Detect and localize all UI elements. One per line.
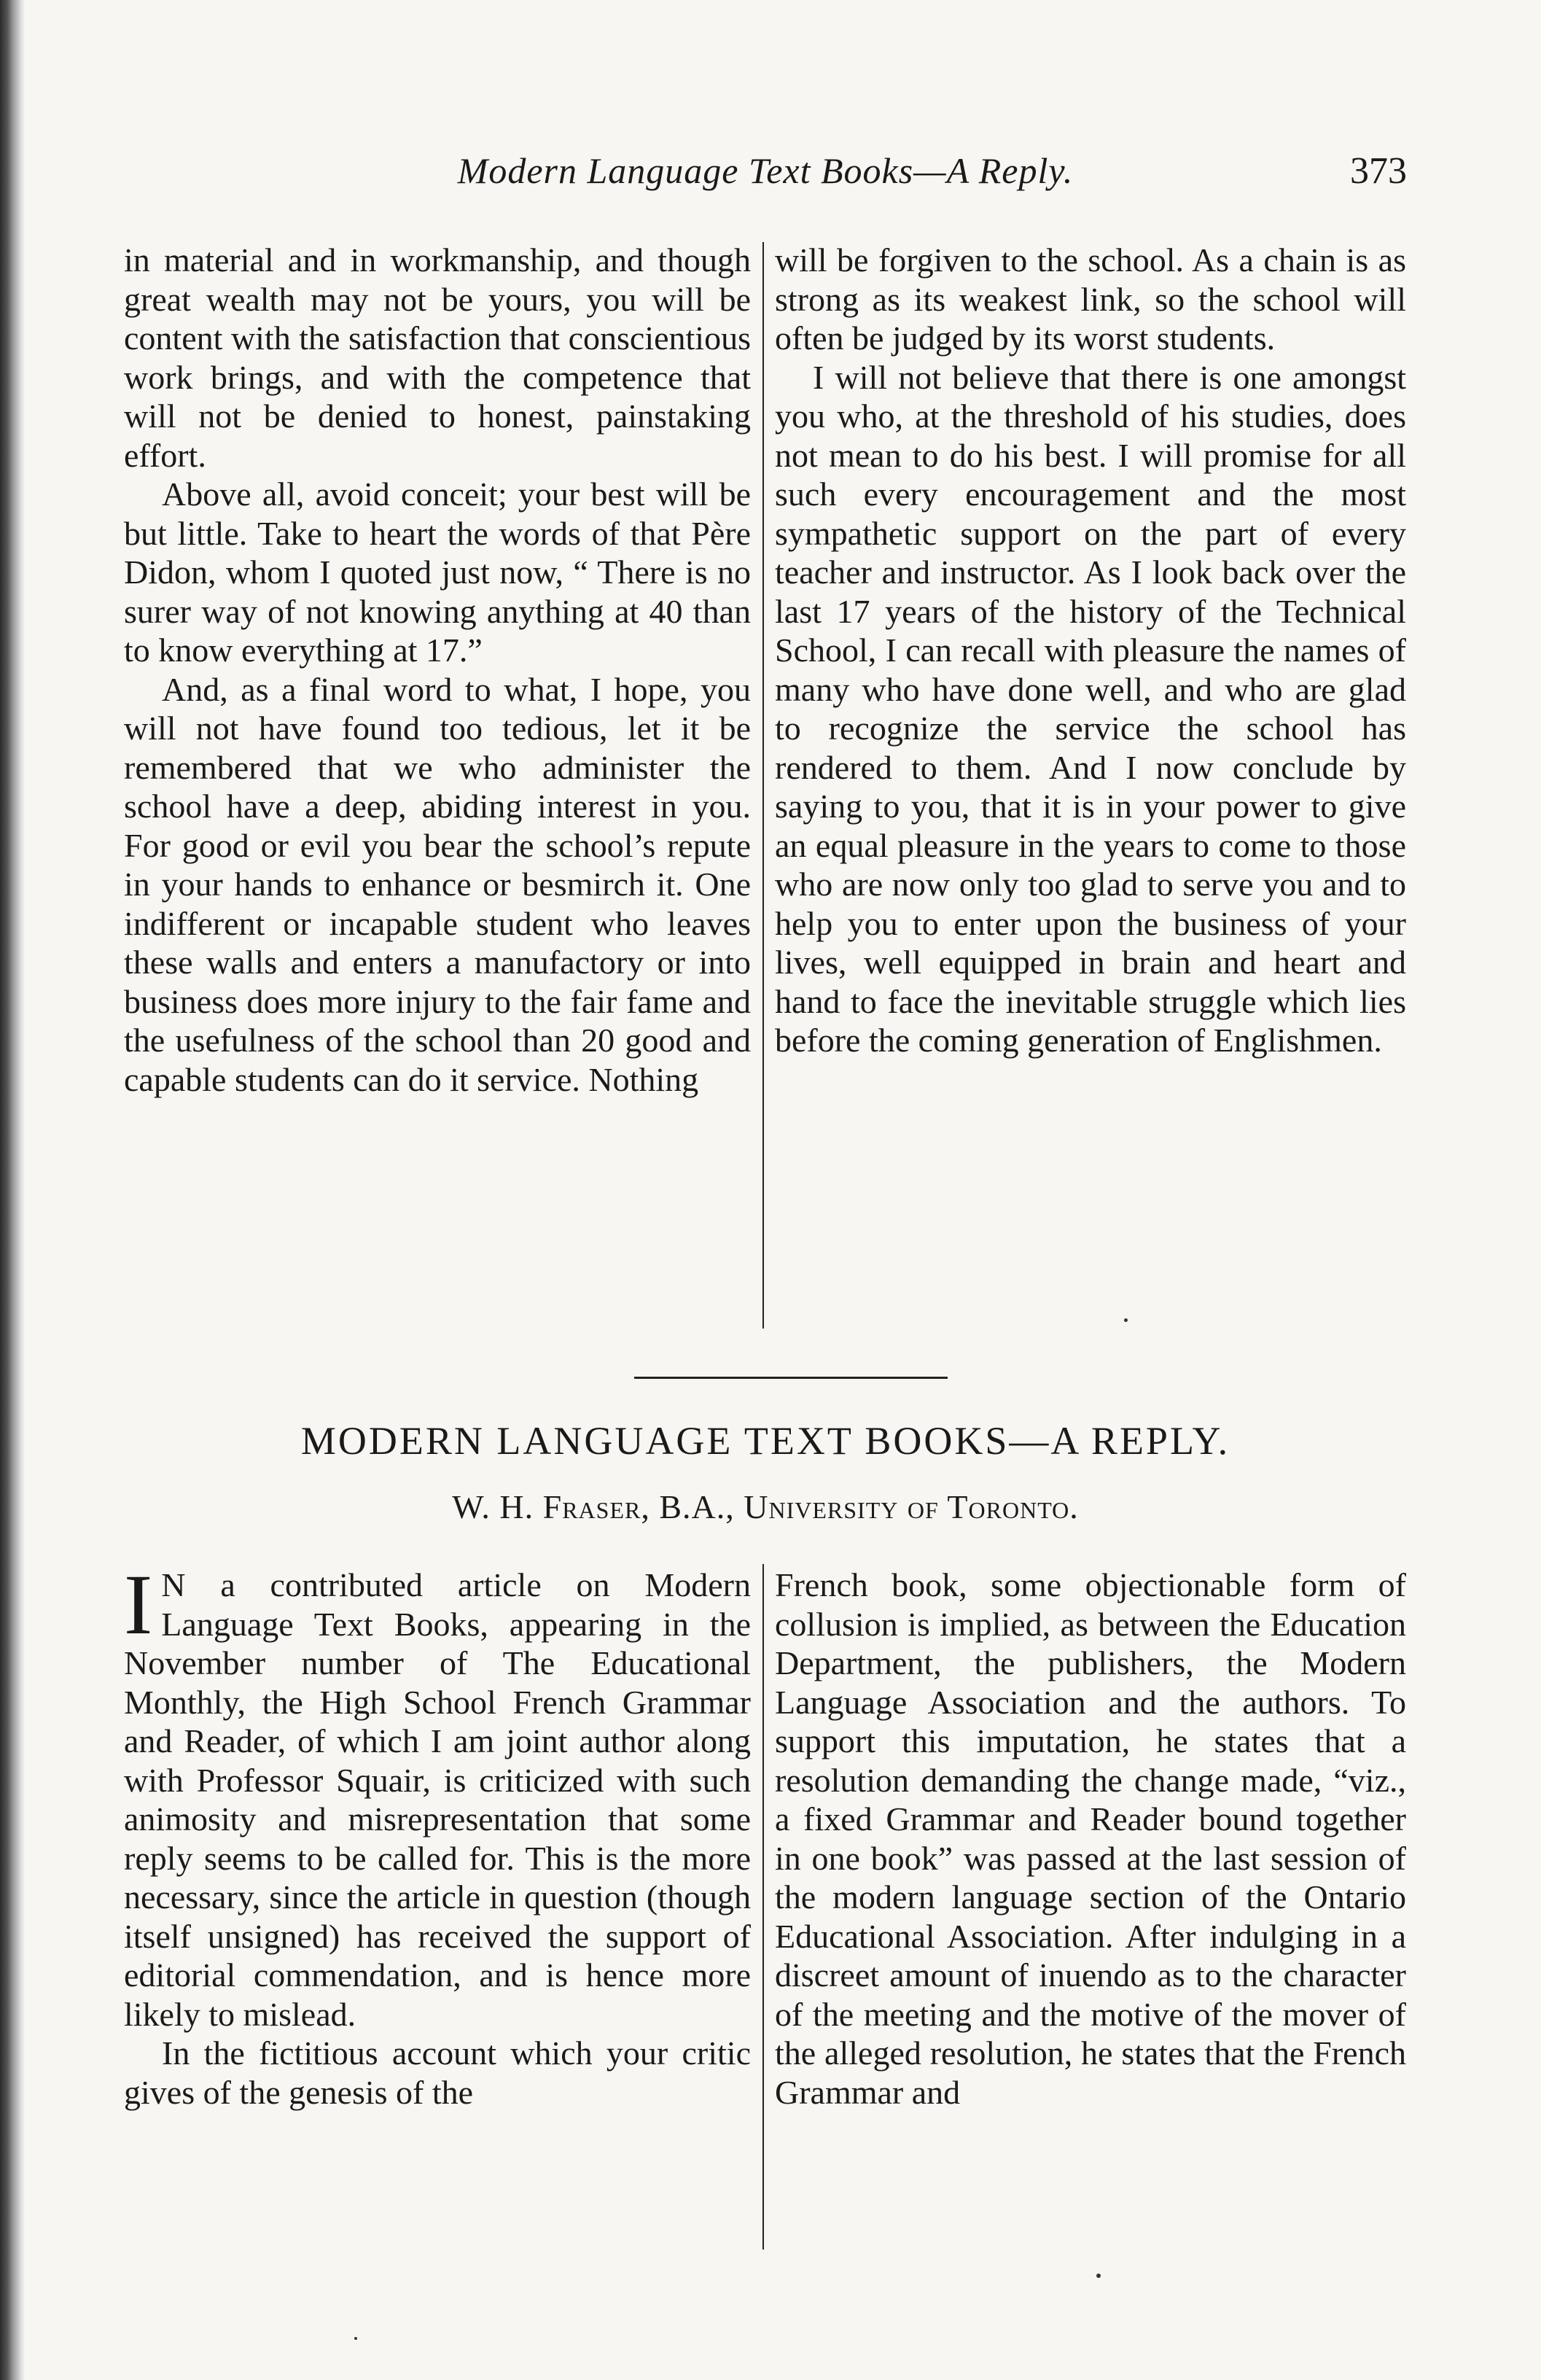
ink-speck xyxy=(1124,1318,1128,1322)
column-divider xyxy=(762,242,764,1329)
paragraph: Above all, avoid conceit; your best will be but little. Take to heart the words of that Père Didon, whom I quoted just now, “ There is no surer way of not knowing anything at 40 than to know everything at 17.” xyxy=(124,475,751,669)
paragraph: French book, some objectionable form of collusion is implied, as between the Education Department, the publishers, the Modern Language Association and the authors. To support this imputation, he states that a resolution demanding the change made, “viz., a fixed Grammar and Reader bound together in one book” was passed at the last session of the modern language section of the Ontario Educational Association. After indulging in a discreet amount of inuendo as to the character of the meeting and the motive of the mover of the alleged resolution, he states that the French Grammar and xyxy=(775,1566,1406,2111)
paragraph: in material and in workmanship, and though great wealth may not be yours, you will be content with the satisfaction that conscientious work brings, and with the competence that will not be denied to honest, painstaking effort. xyxy=(124,241,751,474)
ink-speck xyxy=(1096,2274,1101,2278)
paragraph xyxy=(124,1557,751,2034)
article-left-column xyxy=(124,1557,751,2112)
running-head xyxy=(124,149,1407,201)
paragraph: will be forgiven to the school. As a chain is as strong as its weakest link, so the school will often be judged by its worst students. xyxy=(775,241,1406,357)
book-binding-edge xyxy=(0,0,25,2380)
column-divider xyxy=(762,1564,764,2249)
page-number: 373 xyxy=(1350,150,1407,192)
paragraph: And, as a final word to what, I hope, you will not have found too tedious, let it be remembered that we who administer the school have a deep, abiding interest in you. For good or evil you bear the school’s repute in your hands to enhance or besmirch it. One indifferent or incapable student who leaves these walls and enters a manufactory or into business does more injury to the fair fame and the usefulness of the school than 20 good and capable students can do it service. Nothing xyxy=(124,670,751,1098)
paragraph: I will not believe that there is one amongst you who, at the threshold of his studies, does not mean to do his best. I will promise for all such every encouragement and the most sympathetic support on the part of every teacher and instructor. As I look back over the last 17 years of the history of the Technical School, I can recall with pleasure the names of many who have done well, and who are glad to recognize the service the school has rendered to them. And I now conclude by saying to you, that it is in your power to give an equal pleasure in the years to come to those who are now only too glad to serve you and to help you to enter upon the business of your lives, well equipped in brain and heart and hand to face the inevitable struggle which lies before the coming generation of Englishmen. xyxy=(775,358,1406,1059)
section-rule xyxy=(634,1377,948,1379)
article-byline: W. H. Fraser, B.A., University of Toronto. xyxy=(452,1488,1079,1525)
paragraph-text: N a contributed article on Modern Language Text Books, appearing in the November number of The Educational Monthly, the High School French Grammar and Reader, of which I am joint author along with Professor Squair, is criticized with such animosity and misrepresentation that some reply seems to be called for. This is the more necessary, since the article in question (though itself unsigned) has received the support of editorial commendation, and is hence more likely to mislead. xyxy=(124,1566,751,2033)
article-title: MODERN LANGUAGE TEXT BOOKS—A REPLY. xyxy=(300,1419,1230,1463)
top-right-column xyxy=(775,241,1406,1060)
running-title: Modern Language Text Books—A Reply. xyxy=(457,150,1074,191)
article-right-column xyxy=(775,1566,1406,2112)
paragraph: In the fictitious account which your critic gives of the genesis of the xyxy=(124,2034,751,2111)
drop-cap: I xyxy=(124,1557,153,1652)
ink-speck xyxy=(354,2337,357,2340)
top-left-column xyxy=(124,241,751,1099)
